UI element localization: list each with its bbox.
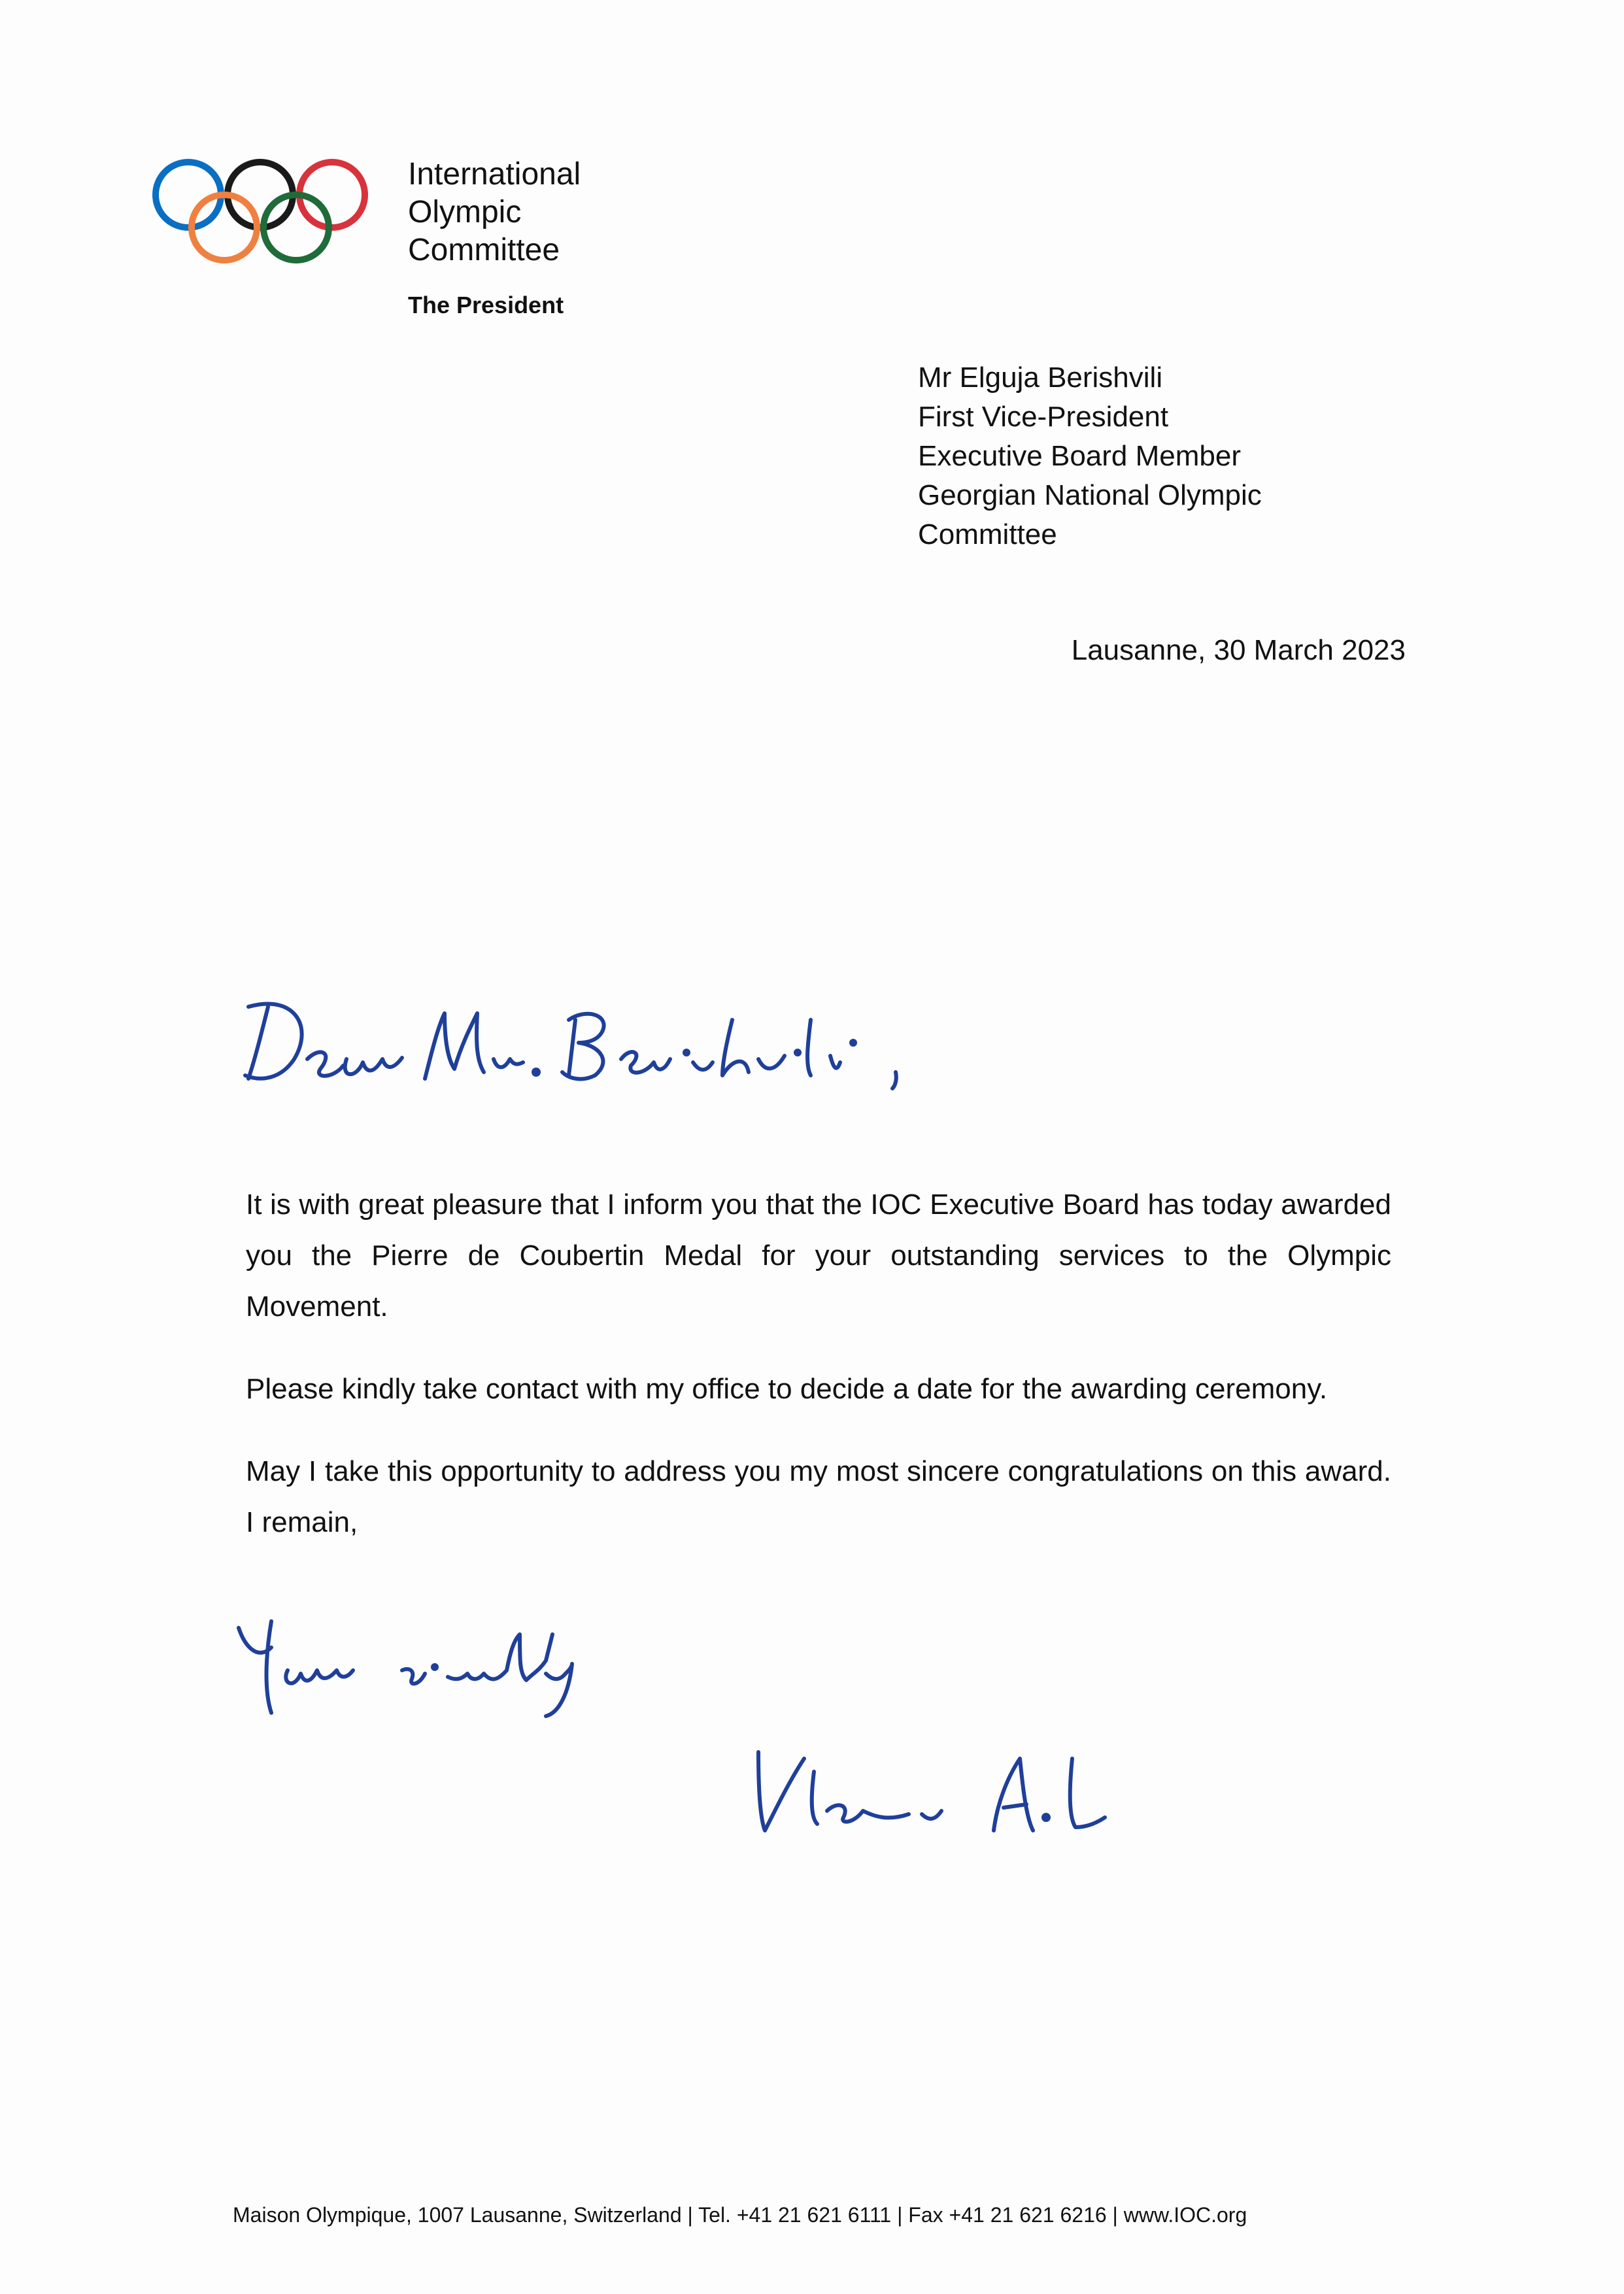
handwritten-salutation (235, 981, 928, 1098)
body-paragraph-2: Please kindly take contact with my office to decide a date for the awarding ceremony. (246, 1373, 1328, 1405)
letter-date: Lausanne, 30 March 2023 (1071, 634, 1406, 666)
letter-footer: Maison Olympique, 1007 Lausanne, Switzerland | Tel. +41 21 621 6111 | Fax +41 21 621 6216 | www.IOC.org (233, 2203, 1247, 2227)
signature (745, 1726, 1118, 1850)
recipient-line4: Georgian National Olympic (918, 479, 1262, 511)
letter-body (246, 1179, 1391, 1579)
body-paragraph-1: It is with great pleasure that I inform you that the IOC Executive Board has today awarded you the Pierre de Coubertin Medal for your outstanding services to the Olympic Movement. (246, 1189, 1391, 1323)
body-paragraph-3: May I take this opportunity to address you my most sincere congratulations on this award. I remain, (246, 1455, 1391, 1538)
org-name-line1: International (408, 157, 581, 192)
handwritten-closing (232, 1608, 716, 1726)
president-label: The President (408, 292, 564, 318)
recipient-address (918, 358, 1262, 554)
recipient-line5: Committee (918, 518, 1057, 550)
org-name-line2: Olympic (408, 195, 522, 229)
olympic-rings-logo (149, 154, 371, 265)
recipient-line1: Mr Elguja Berishvili (918, 362, 1163, 394)
org-name-line3: Committee (408, 233, 560, 267)
organization-name (408, 156, 581, 269)
recipient-line3: Executive Board Member (918, 440, 1241, 472)
recipient-line2: First Vice-President (918, 401, 1169, 433)
